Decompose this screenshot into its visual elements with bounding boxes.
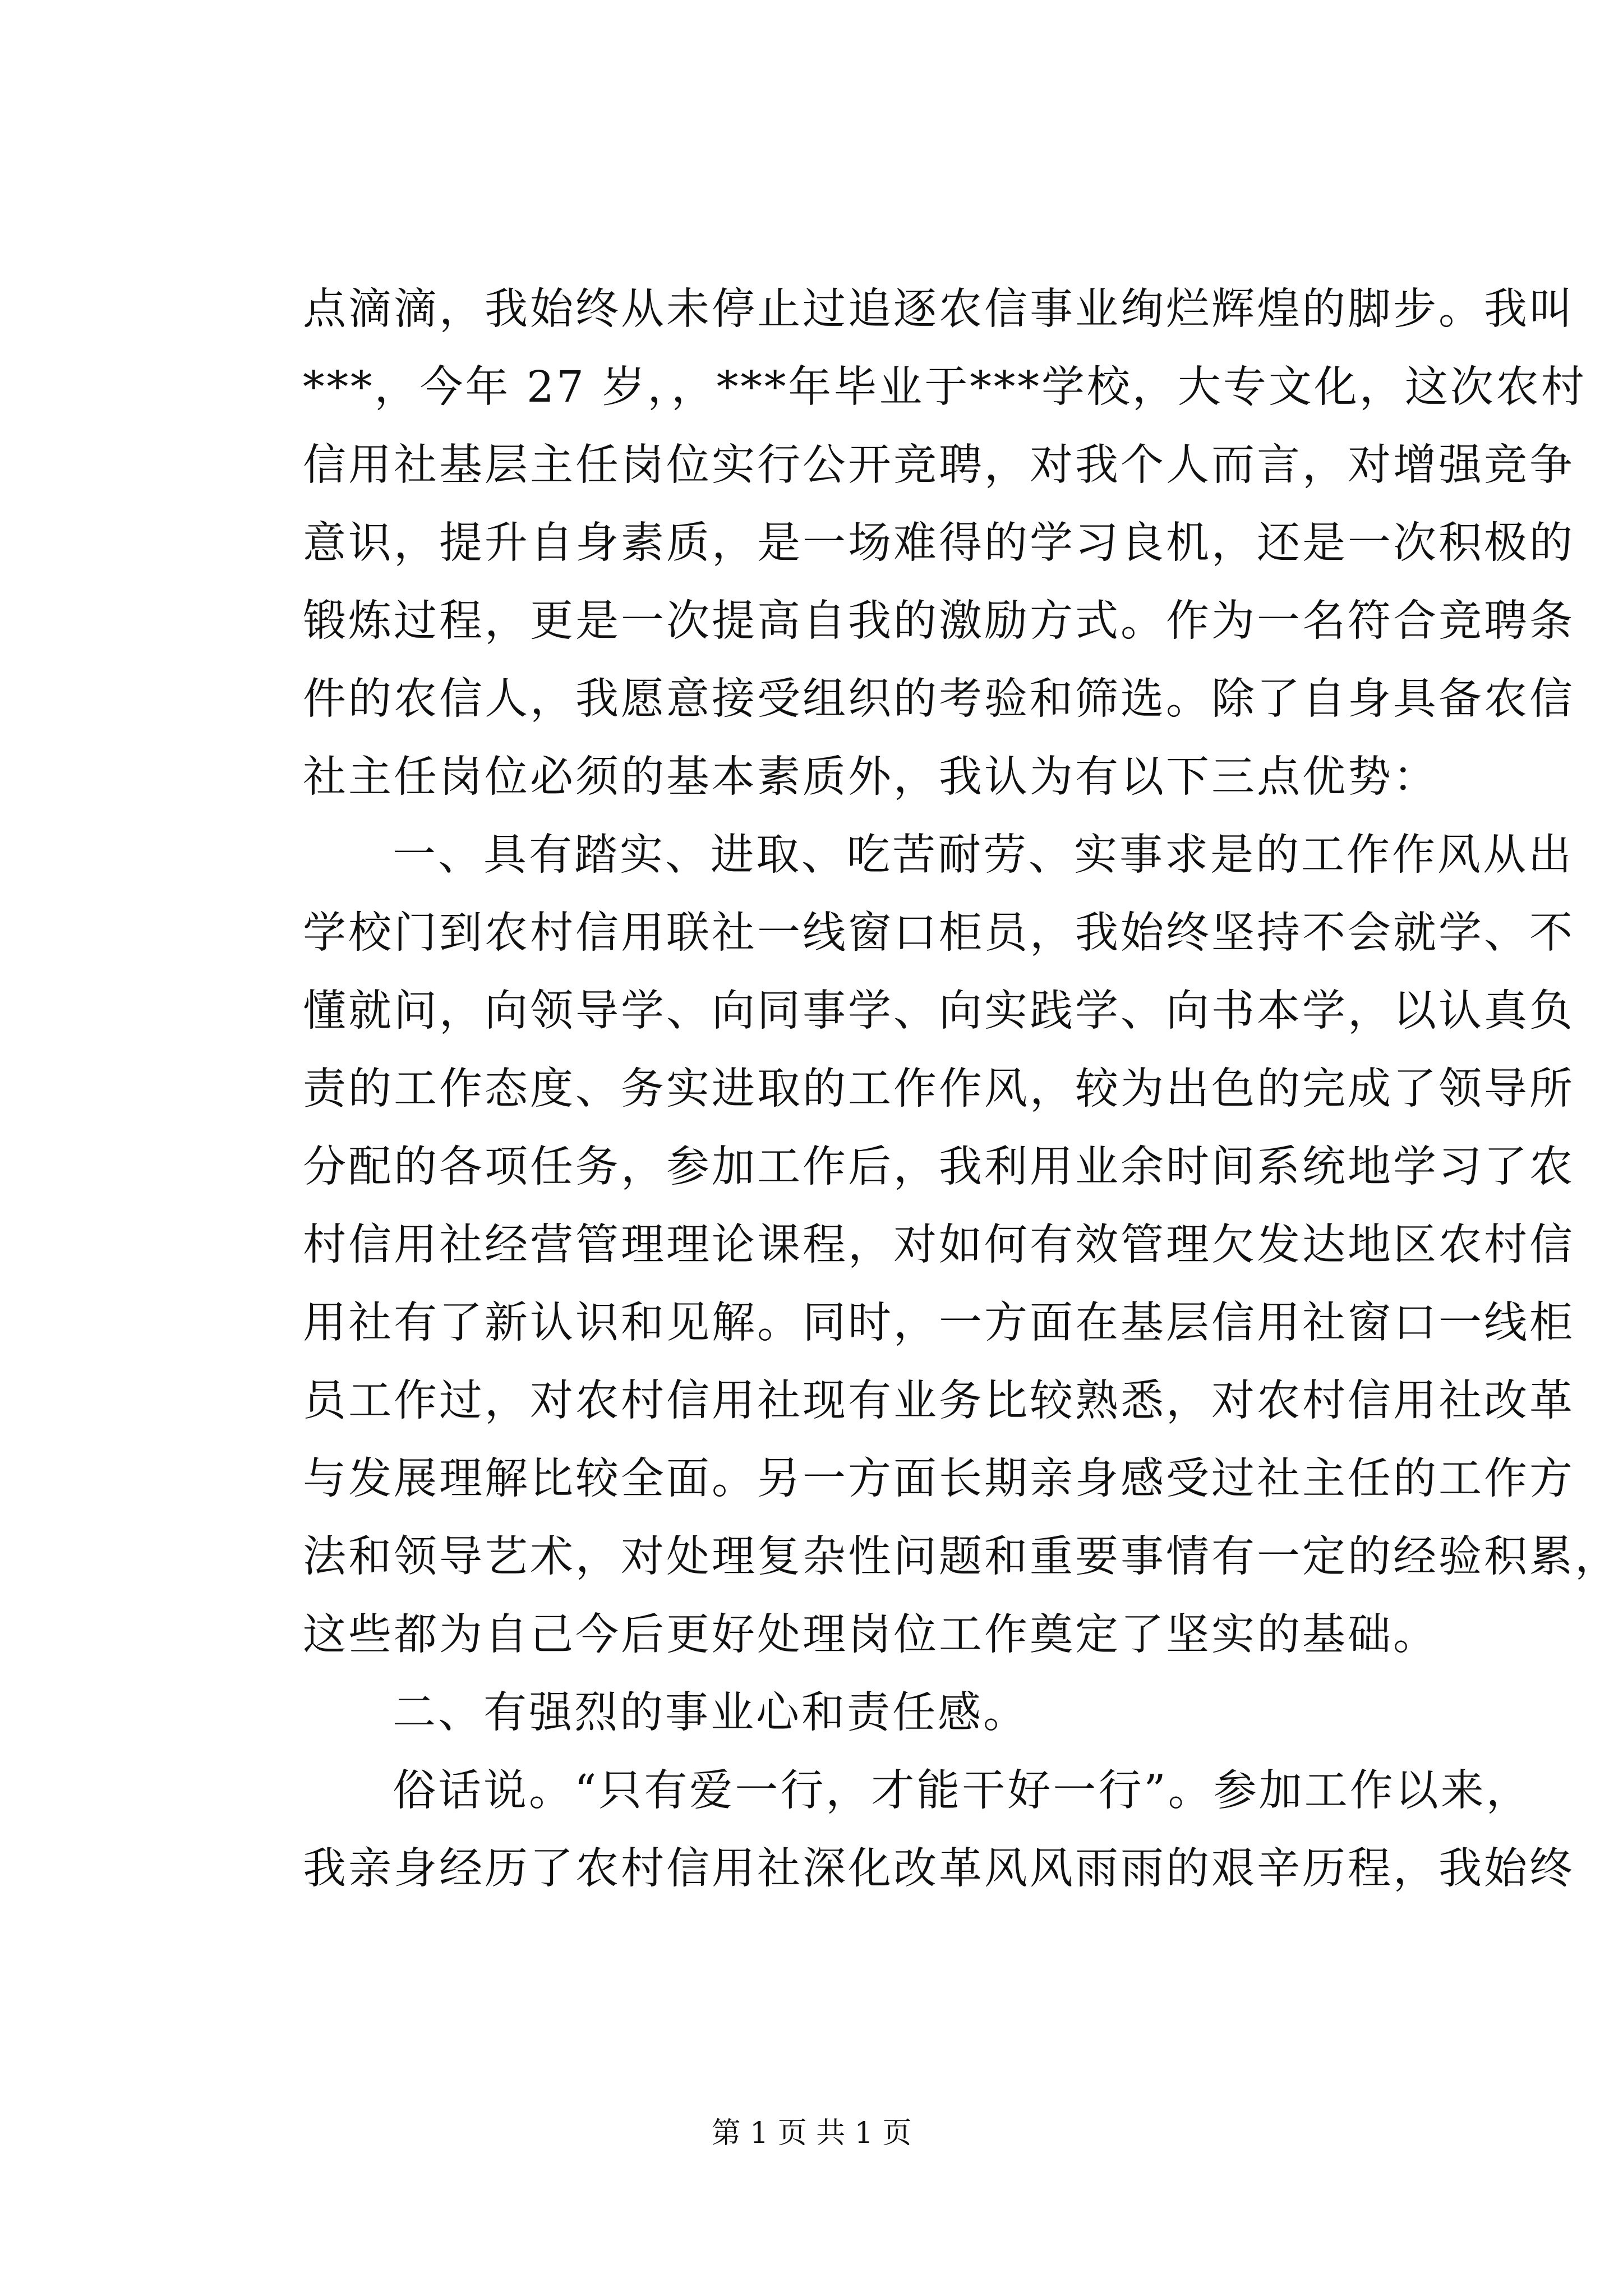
- text-line: 懂就问，向领导学、向同事学、向实践学、向书本学，以认真负: [303, 986, 1575, 1036]
- paragraph-first-line: 一、具有踏实、进取、吃苦耐劳、实事求是的工作作风从出: [393, 830, 1574, 880]
- paragraph-first-line: 俗话说。“只有爱一行，才能干好一行”。参加工作以来，: [393, 1766, 1532, 1816]
- text-line: 信用社基层主任岗位实行公开竞聘，对我个人而言，对增强竞争: [303, 440, 1575, 490]
- text-line: 员工作过，对农村信用社现有业务比较熟悉，对农村信用社改革: [303, 1376, 1575, 1426]
- section-heading: 二、有强烈的事业心和责任感。: [393, 1688, 1029, 1738]
- text-line: 学校门到农村信用联社一线窗口柜员，我始终坚持不会就学、不: [303, 908, 1575, 958]
- text-line: 点滴滴，我始终从未停止过追逐农信事业绚烂辉煌的脚步。我叫: [303, 284, 1575, 334]
- text-line: 锻炼过程，更是一次提高自我的激励方式。作为一名符合竞聘条: [303, 596, 1575, 646]
- document-body: [303, 270, 1620, 1908]
- text-line: 法和领导艺术，对处理复杂性问题和重要事情有一定的经验积累，: [303, 1532, 1620, 1582]
- text-line: ***，今年 27 岁，，***年毕业于***学校，大专文化，这次农村: [303, 362, 1587, 412]
- text-line: 用社有了新认识和见解。同时，一方面在基层信用社窗口一线柜: [303, 1298, 1575, 1348]
- text-line: 我亲身经历了农村信用社深化改革风风雨雨的艰辛历程，我始终: [303, 1844, 1575, 1894]
- text-line: 这些都为自己今后更好处理岗位工作奠定了坚实的基础。: [303, 1610, 1438, 1660]
- text-line: 责的工作态度、务实进取的工作作风，较为出色的完成了领导所: [303, 1064, 1575, 1114]
- text-line: 社主任岗位必须的基本素质外，我认为有以下三点优势：: [303, 752, 1438, 802]
- text-line: 意识，提升自身素质，是一场难得的学习良机，还是一次积极的: [303, 518, 1575, 568]
- text-line: 与发展理解比较全面。另一方面长期亲身感受过社主任的工作方: [303, 1454, 1575, 1504]
- text-line: 分配的各项任务，参加工作后，我利用业余时间系统地学习了农: [303, 1142, 1575, 1192]
- page-number-footer: 第 1 页 共 1 页: [711, 2116, 912, 2150]
- text-line: 村信用社经营管理理论课程，对如何有效管理欠发达地区农村信: [303, 1220, 1575, 1270]
- text-line: 件的农信人，我愿意接受组织的考验和筛选。除了自身具备农信: [303, 674, 1575, 724]
